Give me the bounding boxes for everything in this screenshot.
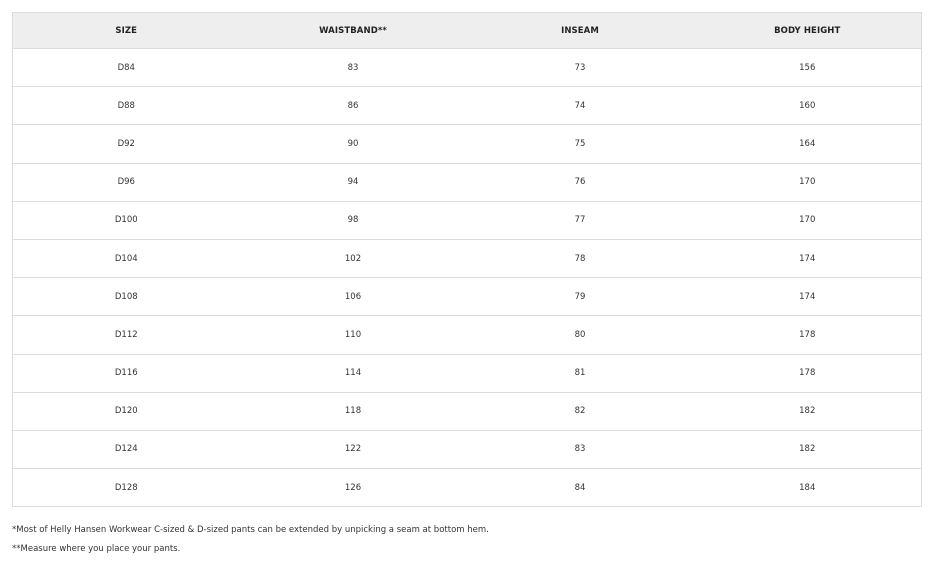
table-row — [13, 354, 922, 392]
cell-inseam: 76 — [574, 177, 586, 188]
cell-inseam: 80 — [574, 329, 586, 340]
cell-body-height: 184 — [799, 482, 816, 493]
table-row — [13, 201, 922, 239]
table-body — [13, 49, 922, 507]
cell-size: D92 — [117, 138, 135, 149]
table-row — [13, 125, 922, 163]
cell-body-height: 170 — [799, 177, 816, 188]
cell-size: D112 — [114, 329, 138, 340]
cell-size: D128 — [114, 482, 138, 493]
header-inseam: INSEAM — [561, 25, 599, 36]
cell-size: D124 — [114, 444, 138, 455]
table-row — [13, 316, 922, 354]
header-body-height: BODY HEIGHT — [774, 25, 841, 36]
cell-inseam: 79 — [574, 291, 586, 302]
table-row — [13, 87, 922, 125]
table-row — [13, 239, 922, 277]
footnote-extension: *Most of Helly Hansen Workwear C-sized & D-sized pants can be extended by unpicking a seam at bottom hem. — [12, 525, 489, 535]
cell-inseam: 83 — [574, 444, 586, 455]
cell-size: D108 — [114, 291, 138, 302]
cell-body-height: 164 — [799, 138, 816, 149]
cell-waistband: 122 — [344, 444, 362, 455]
cell-size: D88 — [117, 100, 135, 111]
cell-inseam: 74 — [574, 100, 586, 111]
table-row — [13, 278, 922, 316]
cell-waistband: 110 — [344, 329, 362, 340]
cell-size: D120 — [114, 406, 138, 417]
cell-inseam: 73 — [574, 62, 586, 73]
cell-size: D100 — [114, 215, 138, 226]
cell-body-height: 178 — [799, 329, 816, 340]
cell-size: D104 — [114, 253, 138, 264]
cell-inseam: 84 — [574, 482, 586, 493]
cell-body-height: 178 — [799, 368, 816, 379]
cell-body-height: 156 — [799, 62, 816, 73]
cell-body-height: 174 — [799, 291, 816, 302]
cell-waistband: 126 — [344, 482, 362, 493]
table-row — [13, 49, 922, 87]
size-chart-table — [12, 12, 922, 507]
table-row — [13, 163, 922, 201]
cell-waistband: 106 — [344, 291, 362, 302]
cell-waistband: 94 — [347, 177, 359, 188]
cell-size: D96 — [117, 177, 135, 188]
cell-inseam: 78 — [574, 253, 586, 264]
cell-inseam: 81 — [574, 368, 586, 379]
header-waistband: WAISTBAND** — [319, 25, 387, 36]
footnote-measure: **Measure where you place your pants. — [12, 544, 181, 554]
cell-body-height: 182 — [799, 444, 816, 455]
cell-waistband: 90 — [347, 138, 359, 149]
cell-body-height: 160 — [799, 100, 816, 111]
cell-waistband: 114 — [344, 368, 362, 379]
header-size: SIZE — [115, 25, 138, 36]
cell-inseam: 77 — [574, 215, 586, 226]
table-row — [13, 469, 922, 507]
cell-size: D116 — [114, 368, 138, 379]
cell-waistband: 98 — [347, 215, 359, 226]
cell-inseam: 75 — [574, 138, 586, 149]
table-row — [13, 430, 922, 468]
cell-size: D84 — [117, 62, 135, 73]
cell-waistband: 102 — [344, 253, 362, 264]
cell-body-height: 174 — [799, 253, 816, 264]
table-header — [13, 13, 922, 49]
cell-waistband: 86 — [347, 100, 359, 111]
table-row — [13, 392, 922, 430]
header-row — [13, 13, 922, 49]
cell-body-height: 182 — [799, 406, 816, 417]
cell-inseam: 82 — [574, 406, 586, 417]
cell-body-height: 170 — [799, 215, 816, 226]
cell-waistband: 118 — [344, 406, 362, 417]
cell-waistband: 83 — [347, 62, 359, 73]
